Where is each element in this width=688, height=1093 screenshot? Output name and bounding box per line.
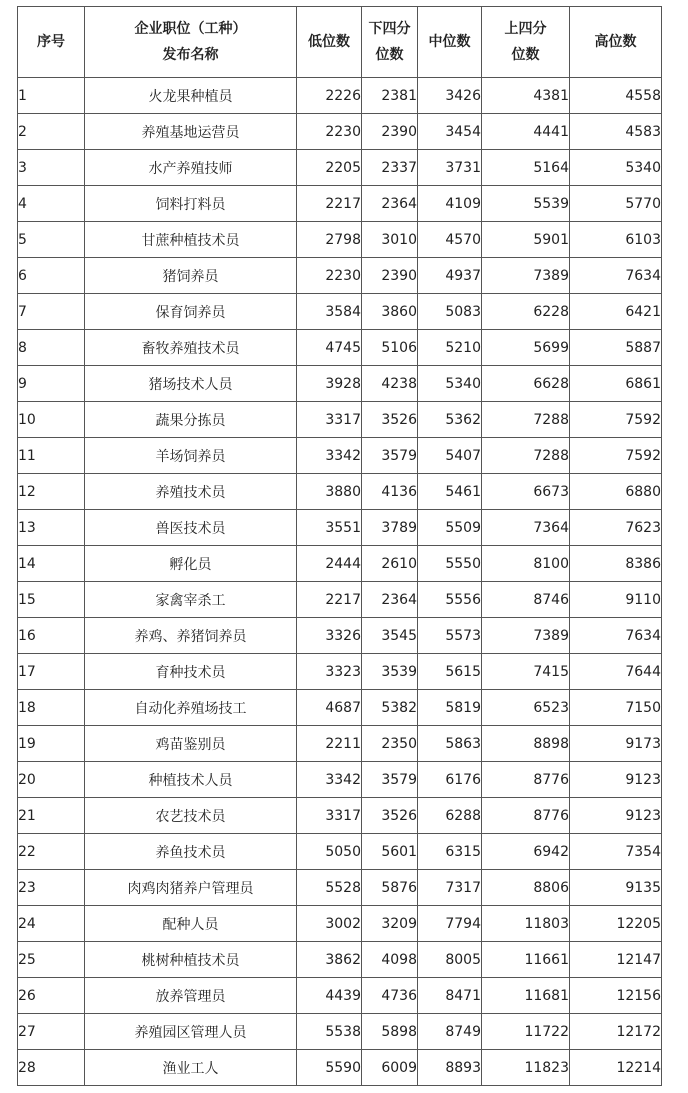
table-row xyxy=(18,402,662,438)
cell-lower-quartile: 4136 xyxy=(362,474,418,510)
cell-upper-quartile: 11722 xyxy=(482,1014,570,1050)
cell-lower-quartile: 3526 xyxy=(362,402,418,438)
table-row xyxy=(18,618,662,654)
table-row xyxy=(18,78,662,114)
cell-low: 2230 xyxy=(297,114,362,150)
cell-lower-quartile: 5898 xyxy=(362,1014,418,1050)
cell-upper-quartile: 6628 xyxy=(482,366,570,402)
cell-high: 7354 xyxy=(570,834,662,870)
cell-index: 25 xyxy=(18,942,85,978)
cell-median: 3454 xyxy=(418,114,482,150)
cell-index: 9 xyxy=(18,366,85,402)
cell-upper-quartile: 11803 xyxy=(482,906,570,942)
cell-position-name: 配种人员 xyxy=(85,906,297,942)
cell-lower-quartile: 2364 xyxy=(362,582,418,618)
cell-lower-quartile: 5106 xyxy=(362,330,418,366)
cell-low: 3862 xyxy=(297,942,362,978)
header-upper-quartile-line2: 位数 xyxy=(511,47,540,63)
cell-position-name: 猪场技术人员 xyxy=(85,366,297,402)
cell-low: 3317 xyxy=(297,798,362,834)
cell-median: 3731 xyxy=(418,150,482,186)
table-row xyxy=(18,330,662,366)
header-lower-quartile-line2: 位数 xyxy=(375,47,404,63)
cell-index: 17 xyxy=(18,654,85,690)
cell-low: 3002 xyxy=(297,906,362,942)
cell-median: 5461 xyxy=(418,474,482,510)
cell-lower-quartile: 5382 xyxy=(362,690,418,726)
table-row xyxy=(18,294,662,330)
cell-index: 3 xyxy=(18,150,85,186)
cell-upper-quartile: 8898 xyxy=(482,726,570,762)
cell-position-name: 火龙果种植员 xyxy=(85,78,297,114)
cell-lower-quartile: 2381 xyxy=(362,78,418,114)
cell-median: 5556 xyxy=(418,582,482,618)
cell-lower-quartile: 3860 xyxy=(362,294,418,330)
cell-median: 5615 xyxy=(418,654,482,690)
cell-index: 24 xyxy=(18,906,85,942)
table-row xyxy=(18,726,662,762)
cell-lower-quartile: 3579 xyxy=(362,762,418,798)
table-row xyxy=(18,978,662,1014)
cell-median: 4109 xyxy=(418,186,482,222)
cell-low: 2230 xyxy=(297,258,362,294)
table-row xyxy=(18,222,662,258)
cell-index: 12 xyxy=(18,474,85,510)
cell-median: 6315 xyxy=(418,834,482,870)
cell-median: 6176 xyxy=(418,762,482,798)
cell-upper-quartile: 5901 xyxy=(482,222,570,258)
cell-high: 9173 xyxy=(570,726,662,762)
cell-upper-quartile: 7389 xyxy=(482,618,570,654)
cell-high: 6103 xyxy=(570,222,662,258)
table-row xyxy=(18,906,662,942)
cell-high: 7592 xyxy=(570,402,662,438)
cell-low: 3342 xyxy=(297,438,362,474)
cell-upper-quartile: 5539 xyxy=(482,186,570,222)
cell-low: 2211 xyxy=(297,726,362,762)
cell-lower-quartile: 3789 xyxy=(362,510,418,546)
cell-index: 4 xyxy=(18,186,85,222)
cell-high: 7634 xyxy=(570,258,662,294)
header-low: 低位数 xyxy=(297,7,362,78)
table-row xyxy=(18,870,662,906)
cell-high: 12156 xyxy=(570,978,662,1014)
cell-upper-quartile: 6673 xyxy=(482,474,570,510)
cell-upper-quartile: 11661 xyxy=(482,942,570,978)
table-row xyxy=(18,654,662,690)
table-row xyxy=(18,510,662,546)
table-body xyxy=(18,78,662,1086)
table-row xyxy=(18,1014,662,1050)
cell-index: 28 xyxy=(18,1050,85,1086)
cell-index: 22 xyxy=(18,834,85,870)
cell-position-name: 孵化员 xyxy=(85,546,297,582)
table-row xyxy=(18,366,662,402)
cell-upper-quartile: 6942 xyxy=(482,834,570,870)
cell-low: 2205 xyxy=(297,150,362,186)
cell-low: 3317 xyxy=(297,402,362,438)
cell-median: 8471 xyxy=(418,978,482,1014)
table-row xyxy=(18,438,662,474)
cell-median: 5083 xyxy=(418,294,482,330)
cell-upper-quartile: 11823 xyxy=(482,1050,570,1086)
cell-upper-quartile: 7288 xyxy=(482,402,570,438)
table-row xyxy=(18,474,662,510)
cell-low: 3342 xyxy=(297,762,362,798)
cell-median: 5819 xyxy=(418,690,482,726)
cell-median: 5362 xyxy=(418,402,482,438)
cell-index: 27 xyxy=(18,1014,85,1050)
cell-low: 3326 xyxy=(297,618,362,654)
cell-position-name: 种植技术人员 xyxy=(85,762,297,798)
table-row xyxy=(18,942,662,978)
cell-high: 4583 xyxy=(570,114,662,150)
cell-median: 4937 xyxy=(418,258,482,294)
cell-position-name: 农艺技术员 xyxy=(85,798,297,834)
cell-high: 4558 xyxy=(570,78,662,114)
table-row xyxy=(18,834,662,870)
cell-index: 23 xyxy=(18,870,85,906)
cell-index: 8 xyxy=(18,330,85,366)
cell-position-name: 畜牧养殖技术员 xyxy=(85,330,297,366)
cell-lower-quartile: 2337 xyxy=(362,150,418,186)
cell-high: 7634 xyxy=(570,618,662,654)
cell-position-name: 饲料打料员 xyxy=(85,186,297,222)
cell-high: 12205 xyxy=(570,906,662,942)
cell-position-name: 桃树种植技术员 xyxy=(85,942,297,978)
cell-median: 5407 xyxy=(418,438,482,474)
cell-position-name: 猪饲养员 xyxy=(85,258,297,294)
cell-upper-quartile: 8806 xyxy=(482,870,570,906)
header-position-line1: 企业职位（工种） xyxy=(134,21,247,37)
cell-median: 5573 xyxy=(418,618,482,654)
cell-index: 13 xyxy=(18,510,85,546)
header-position xyxy=(85,7,297,78)
header-high: 高位数 xyxy=(570,7,662,78)
cell-upper-quartile: 7288 xyxy=(482,438,570,474)
cell-low: 3928 xyxy=(297,366,362,402)
cell-index: 19 xyxy=(18,726,85,762)
cell-upper-quartile: 11681 xyxy=(482,978,570,1014)
cell-low: 2444 xyxy=(297,546,362,582)
cell-lower-quartile: 6009 xyxy=(362,1050,418,1086)
cell-high: 7150 xyxy=(570,690,662,726)
cell-lower-quartile: 3209 xyxy=(362,906,418,942)
header-index: 序号 xyxy=(18,7,85,78)
cell-high: 9123 xyxy=(570,798,662,834)
table-row xyxy=(18,762,662,798)
cell-lower-quartile: 3010 xyxy=(362,222,418,258)
cell-lower-quartile: 4736 xyxy=(362,978,418,1014)
table-row xyxy=(18,690,662,726)
cell-median: 8893 xyxy=(418,1050,482,1086)
cell-position-name: 放养管理员 xyxy=(85,978,297,1014)
cell-position-name: 自动化养殖场技工 xyxy=(85,690,297,726)
cell-position-name: 养鸡、养猪饲养员 xyxy=(85,618,297,654)
cell-lower-quartile: 2390 xyxy=(362,258,418,294)
cell-median: 5210 xyxy=(418,330,482,366)
cell-position-name: 甘蔗种植技术员 xyxy=(85,222,297,258)
cell-position-name: 肉鸡肉猪养户管理员 xyxy=(85,870,297,906)
cell-lower-quartile: 2364 xyxy=(362,186,418,222)
header-median: 中位数 xyxy=(418,7,482,78)
cell-high: 12172 xyxy=(570,1014,662,1050)
cell-median: 7794 xyxy=(418,906,482,942)
cell-median: 5509 xyxy=(418,510,482,546)
cell-high: 6861 xyxy=(570,366,662,402)
cell-median: 7317 xyxy=(418,870,482,906)
cell-high: 9135 xyxy=(570,870,662,906)
cell-position-name: 鸡苗鉴别员 xyxy=(85,726,297,762)
cell-median: 4570 xyxy=(418,222,482,258)
cell-position-name: 羊场饲养员 xyxy=(85,438,297,474)
cell-upper-quartile: 8746 xyxy=(482,582,570,618)
table-row xyxy=(18,150,662,186)
cell-median: 8005 xyxy=(418,942,482,978)
cell-upper-quartile: 7364 xyxy=(482,510,570,546)
cell-median: 8749 xyxy=(418,1014,482,1050)
cell-low: 2217 xyxy=(297,582,362,618)
cell-median: 5340 xyxy=(418,366,482,402)
cell-index: 2 xyxy=(18,114,85,150)
cell-upper-quartile: 8100 xyxy=(482,546,570,582)
cell-position-name: 家禽宰杀工 xyxy=(85,582,297,618)
cell-index: 26 xyxy=(18,978,85,1014)
cell-position-name: 养鱼技术员 xyxy=(85,834,297,870)
cell-index: 18 xyxy=(18,690,85,726)
cell-position-name: 水产养殖技师 xyxy=(85,150,297,186)
cell-index: 11 xyxy=(18,438,85,474)
cell-lower-quartile: 5876 xyxy=(362,870,418,906)
cell-index: 20 xyxy=(18,762,85,798)
table-row xyxy=(18,582,662,618)
table-row xyxy=(18,114,662,150)
cell-low: 5590 xyxy=(297,1050,362,1086)
cell-position-name: 育种技术员 xyxy=(85,654,297,690)
cell-lower-quartile: 5601 xyxy=(362,834,418,870)
cell-lower-quartile: 3579 xyxy=(362,438,418,474)
header-lower-quartile xyxy=(362,7,418,78)
cell-high: 12147 xyxy=(570,942,662,978)
cell-lower-quartile: 2610 xyxy=(362,546,418,582)
table-header xyxy=(18,7,662,78)
cell-index: 16 xyxy=(18,618,85,654)
cell-upper-quartile: 7389 xyxy=(482,258,570,294)
salary-table xyxy=(17,6,662,1086)
cell-upper-quartile: 4381 xyxy=(482,78,570,114)
cell-upper-quartile: 8776 xyxy=(482,798,570,834)
cell-position-name: 兽医技术员 xyxy=(85,510,297,546)
header-lower-quartile-line1: 下四分 xyxy=(368,21,411,37)
table-row xyxy=(18,798,662,834)
cell-index: 1 xyxy=(18,78,85,114)
cell-high: 9110 xyxy=(570,582,662,618)
cell-position-name: 养殖园区管理人员 xyxy=(85,1014,297,1050)
cell-upper-quartile: 6523 xyxy=(482,690,570,726)
cell-low: 2217 xyxy=(297,186,362,222)
cell-lower-quartile: 3539 xyxy=(362,654,418,690)
cell-lower-quartile: 4238 xyxy=(362,366,418,402)
cell-low: 3584 xyxy=(297,294,362,330)
cell-lower-quartile: 3526 xyxy=(362,798,418,834)
table-row xyxy=(18,1050,662,1086)
cell-upper-quartile: 7415 xyxy=(482,654,570,690)
cell-index: 10 xyxy=(18,402,85,438)
cell-low: 5050 xyxy=(297,834,362,870)
cell-high: 7644 xyxy=(570,654,662,690)
header-upper-quartile xyxy=(482,7,570,78)
cell-index: 21 xyxy=(18,798,85,834)
cell-low: 3880 xyxy=(297,474,362,510)
cell-high: 12214 xyxy=(570,1050,662,1086)
cell-upper-quartile: 5699 xyxy=(482,330,570,366)
cell-low: 4439 xyxy=(297,978,362,1014)
cell-upper-quartile: 6228 xyxy=(482,294,570,330)
header-position-line2: 发布名称 xyxy=(162,47,219,63)
cell-position-name: 养殖技术员 xyxy=(85,474,297,510)
cell-low: 2798 xyxy=(297,222,362,258)
cell-index: 14 xyxy=(18,546,85,582)
cell-upper-quartile: 8776 xyxy=(482,762,570,798)
table-row xyxy=(18,546,662,582)
cell-position-name: 保育饲养员 xyxy=(85,294,297,330)
cell-median: 5863 xyxy=(418,726,482,762)
cell-high: 7592 xyxy=(570,438,662,474)
cell-high: 5887 xyxy=(570,330,662,366)
cell-median: 5550 xyxy=(418,546,482,582)
cell-lower-quartile: 4098 xyxy=(362,942,418,978)
cell-high: 5770 xyxy=(570,186,662,222)
cell-low: 3551 xyxy=(297,510,362,546)
cell-high: 8386 xyxy=(570,546,662,582)
cell-position-name: 渔业工人 xyxy=(85,1050,297,1086)
cell-position-name: 蔬果分拣员 xyxy=(85,402,297,438)
cell-upper-quartile: 5164 xyxy=(482,150,570,186)
cell-low: 5528 xyxy=(297,870,362,906)
cell-low: 3323 xyxy=(297,654,362,690)
cell-high: 7623 xyxy=(570,510,662,546)
cell-median: 6288 xyxy=(418,798,482,834)
cell-median: 3426 xyxy=(418,78,482,114)
cell-high: 9123 xyxy=(570,762,662,798)
cell-high: 6421 xyxy=(570,294,662,330)
cell-low: 4687 xyxy=(297,690,362,726)
header-upper-quartile-line1: 上四分 xyxy=(504,21,547,37)
cell-lower-quartile: 3545 xyxy=(362,618,418,654)
cell-index: 7 xyxy=(18,294,85,330)
cell-lower-quartile: 2350 xyxy=(362,726,418,762)
cell-low: 2226 xyxy=(297,78,362,114)
cell-high: 5340 xyxy=(570,150,662,186)
cell-position-name: 养殖基地运营员 xyxy=(85,114,297,150)
cell-index: 6 xyxy=(18,258,85,294)
cell-index: 5 xyxy=(18,222,85,258)
cell-index: 15 xyxy=(18,582,85,618)
cell-low: 4745 xyxy=(297,330,362,366)
table-row xyxy=(18,258,662,294)
cell-low: 5538 xyxy=(297,1014,362,1050)
cell-upper-quartile: 4441 xyxy=(482,114,570,150)
cell-high: 6880 xyxy=(570,474,662,510)
table-row xyxy=(18,186,662,222)
cell-lower-quartile: 2390 xyxy=(362,114,418,150)
header-row xyxy=(18,7,662,78)
